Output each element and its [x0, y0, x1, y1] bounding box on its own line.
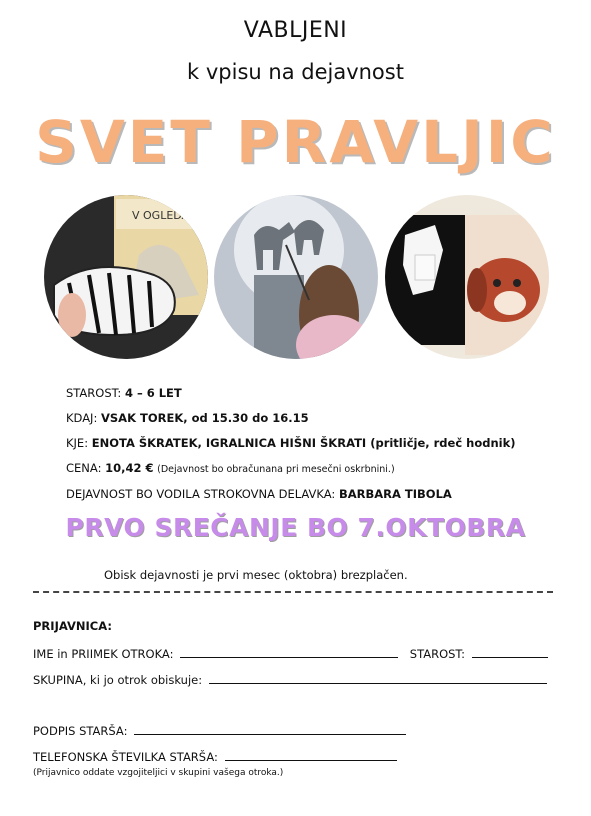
age-value: 4 – 6 LET	[124, 386, 182, 400]
group-label: SKUPINA, ki jo otrok obiskuje:	[33, 673, 203, 687]
phone-field[interactable]	[225, 748, 397, 761]
where-label: KJE:	[66, 436, 89, 450]
group-row	[33, 671, 547, 687]
price-note: (Dejavnost bo obračunana pri mesečni oskrbnini.)	[157, 464, 395, 475]
invite-heading: VABLJENI	[243, 18, 348, 43]
zebra-book-photo	[44, 195, 208, 359]
where-row	[66, 436, 516, 450]
free-month-note: Obisk dejavnosti je prvi mesec (oktobra) brezplačen.	[104, 568, 408, 582]
form-footer-note: (Prijavnico oddate vzgojiteljici v skupini vašega otroka.)	[33, 768, 284, 778]
child-age-field[interactable]	[472, 645, 548, 658]
signature-row	[33, 722, 406, 738]
signature-label: PODPIS STARŠA:	[33, 724, 128, 738]
child-name-label: IME in PRIIMEK OTROKA:	[33, 647, 174, 661]
signature-field[interactable]	[134, 722, 406, 735]
invite-subheading: k vpisu na dejavnost	[187, 60, 404, 84]
when-row	[66, 411, 309, 425]
dog-book-photo	[385, 195, 549, 359]
age-row	[66, 386, 182, 400]
first-meeting-banner: PRVO SREČANJE BO 7.OKTOBRA	[65, 513, 526, 542]
price-row	[66, 461, 395, 475]
leader-row	[66, 487, 452, 501]
price-label: CENA:	[66, 461, 102, 475]
when-value: VSAK TOREK, od 15.30 do 16.15	[100, 411, 309, 425]
child-age-label: STAROST:	[409, 647, 466, 661]
leader-value: BARBARA TIBOLA	[338, 487, 452, 501]
child-name-row	[33, 645, 548, 661]
age-label: STAROST:	[66, 386, 122, 400]
form-title: PRIJAVNICA:	[33, 619, 112, 633]
where-value: ENOTA ŠKRATEK, IGRALNICA HIŠNI ŠKRATI (pritličje, rdeč hodnik)	[91, 436, 516, 450]
price-value: 10,42 €	[105, 461, 154, 475]
shadow-puppet-photo	[214, 195, 378, 359]
cut-line-divider	[33, 591, 553, 593]
phone-row	[33, 748, 397, 764]
group-field[interactable]	[209, 671, 547, 684]
child-name-field[interactable]	[180, 645, 398, 658]
phone-label: TELEFONSKA ŠTEVILKA STARŠA:	[33, 750, 218, 764]
book-title-text: V OGLEDALU	[132, 209, 203, 222]
when-label: KDAJ:	[66, 411, 98, 425]
leader-label: DEJAVNOST BO VODILA STROKOVNA DELAVKA:	[66, 487, 336, 501]
activity-title: SVET PRAVLJIC	[35, 108, 556, 176]
